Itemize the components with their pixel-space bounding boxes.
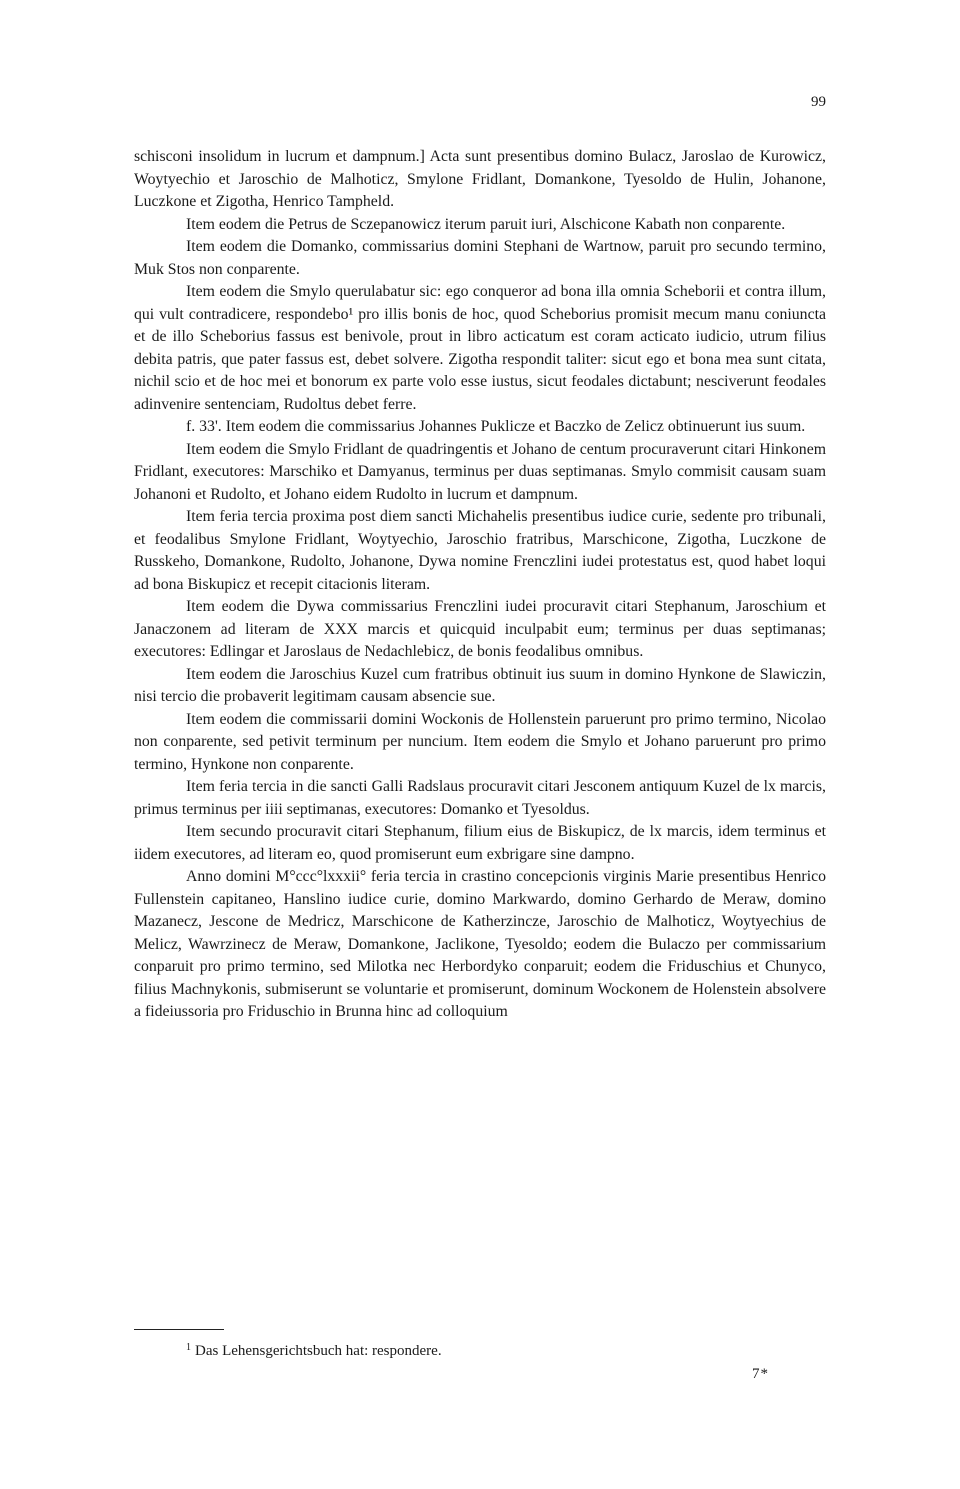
paragraph: Item eodem die Petrus de Sczepanowicz iterum paruit iuri, Alschicone Kabath non conparente.	[186, 215, 786, 233]
paragraph: f. 33'. Item eodem die commissarius Johannes Puklicze et Baczko de Zelicz obtinuerunt ius suum.	[186, 418, 806, 435]
paragraph: Item eodem die commissarii domini Wockonis de Hollenstein paruerunt pro primo termino, Nicolao non conparente, sed petivit terminum per nuncium. Item eodem die Smylo et Johano paruerunt pro primo termino, Hynkone non conparente.	[134, 710, 826, 773]
paragraph: Item secundo procuravit citari Stephanum, filium eius de Biskupicz, de lx marcis, idem terminus et iidem executores, ad literam eo, quod promiserunt eum exbrigare sine dampno.	[134, 823, 826, 863]
paragraph: Item eodem die Dywa commissarius Frenczlini iudei procuravit citari Stephanum, Jaroschium et Janaczonem ad literam de XXX marcis et quicquid inculpabit eum; terminus per duas septimanas; executores: Edlingar et Jaroslaus de Nedachlebicz, de bonis feodalibus omnibus.	[134, 598, 826, 660]
paragraph: Item feria tercia proxima post diem sancti Michahelis presentibus iudice curie, sedente pro tribunali, et feodalibus Smylone Fridlant, Woytyechio, Jaroschio fratribus, Marschicone, Zigotha, Luczkone de Russkeho, Domankone, Rudolto, Johanone, Dywa nomine Frenczlini iudei protestatus est, quod habet loqui ad bona Biskupicz et recepit citacionis literam.	[134, 508, 826, 593]
paragraph: schisconi insolidum in lucrum et dampnum.] Acta sunt presentibus domino Bulacz, Jaroslao de Kurowicz, Woytyechio et Jaroschio de Malhoticz, Smylone Fridlant, Domankone, Tyesoldo de Hulin, Johanone, Luczkone et Zigotha, Henrico Tampheld.	[134, 148, 826, 210]
signature-mark: 7*	[752, 1366, 769, 1382]
footnote-divider	[134, 1329, 224, 1330]
paragraph: Item eodem die Smylo querulabatur sic: ego conqueror ad bona illa omnia Scheborii et contra illum, qui vult contradicere, respondebo¹ pro illis bonis de hoc, quod Scheborius promisit mecum manu coniuncta et de illo Scheborius fassus est benivole, prout in libro acticatum est coram acticato iudicio, utrum filius debita patris, que pater fassus est, debet solvere. Zigotha respondit taliter: sicut ego et bona mea sunt citata, nichil scio et de hoc mei et bonorum ex parte volo esse iustus, sicut feodales dictabunt; nesciverunt feodales adinvenire sentenciam, Rudoltus debet ferre.	[134, 283, 826, 413]
paragraph: Item eodem die Domanko, commissarius domini Stephani de Wartnow, paruit pro secundo termino, Muk Stos non conparente.	[134, 238, 826, 278]
footnote-text: Das Lehensgerichtsbuch hat: respondere.	[195, 1343, 442, 1359]
body-text	[134, 146, 826, 1024]
page-number: 99	[811, 94, 826, 110]
footnote-mark: 1	[186, 1342, 191, 1353]
footnote	[186, 1338, 442, 1361]
paragraph: Anno domini M°ccc°lxxxii° feria tercia in crastino concepcionis virginis Marie presentibus Henrico Fullenstein capitaneo, Hanslino iudice curie, domino Markwardo, domino Gerhardo de Meraw, domino Mazanecz, Jescone de Medricz, Marschicone de Katherzincze, Jaroschio de Malhoticz, Woytyechius de Melicz, Wawrzinecz de Meraw, Domankone, Jaclikone, Tyesoldo; eodem die Bulaczo per commissarium conparuit pro primo termino, sed Milotka nec Herbordyko conparuit; eodem die Friduschius et Chunyco, filius Machnykonis, submiserunt se voluntarie et promiserunt, dominum Wockonem de Holenstein absolvere a fideiussoria pro Friduschio in Brunna hinc ad colloquium	[134, 868, 826, 1020]
paragraph: Item feria tercia in die sancti Galli Radslaus procuravit citari Jesconem antiquum Kuzel de lx marcis, primus terminus per iiii septimanas, executores: Domanko et Tyesoldus.	[134, 778, 826, 818]
paragraph: Item eodem die Jaroschius Kuzel cum fratribus obtinuit ius suum in domino Hynkone de Slawiczin, nisi tercio die probaverit legitimam causam absencie sue.	[134, 665, 826, 705]
paragraph: Item eodem die Smylo Fridlant de quadringentis et Johano de centum procuraverunt citari Hinkonem Fridlant, executores: Marschiko et Damyanus, terminus per duas septimanas. Smylo commisit causam suam Johanoni et Rudolto, et Johano eidem Rudolto in lucrum et dampnum.	[134, 440, 826, 503]
